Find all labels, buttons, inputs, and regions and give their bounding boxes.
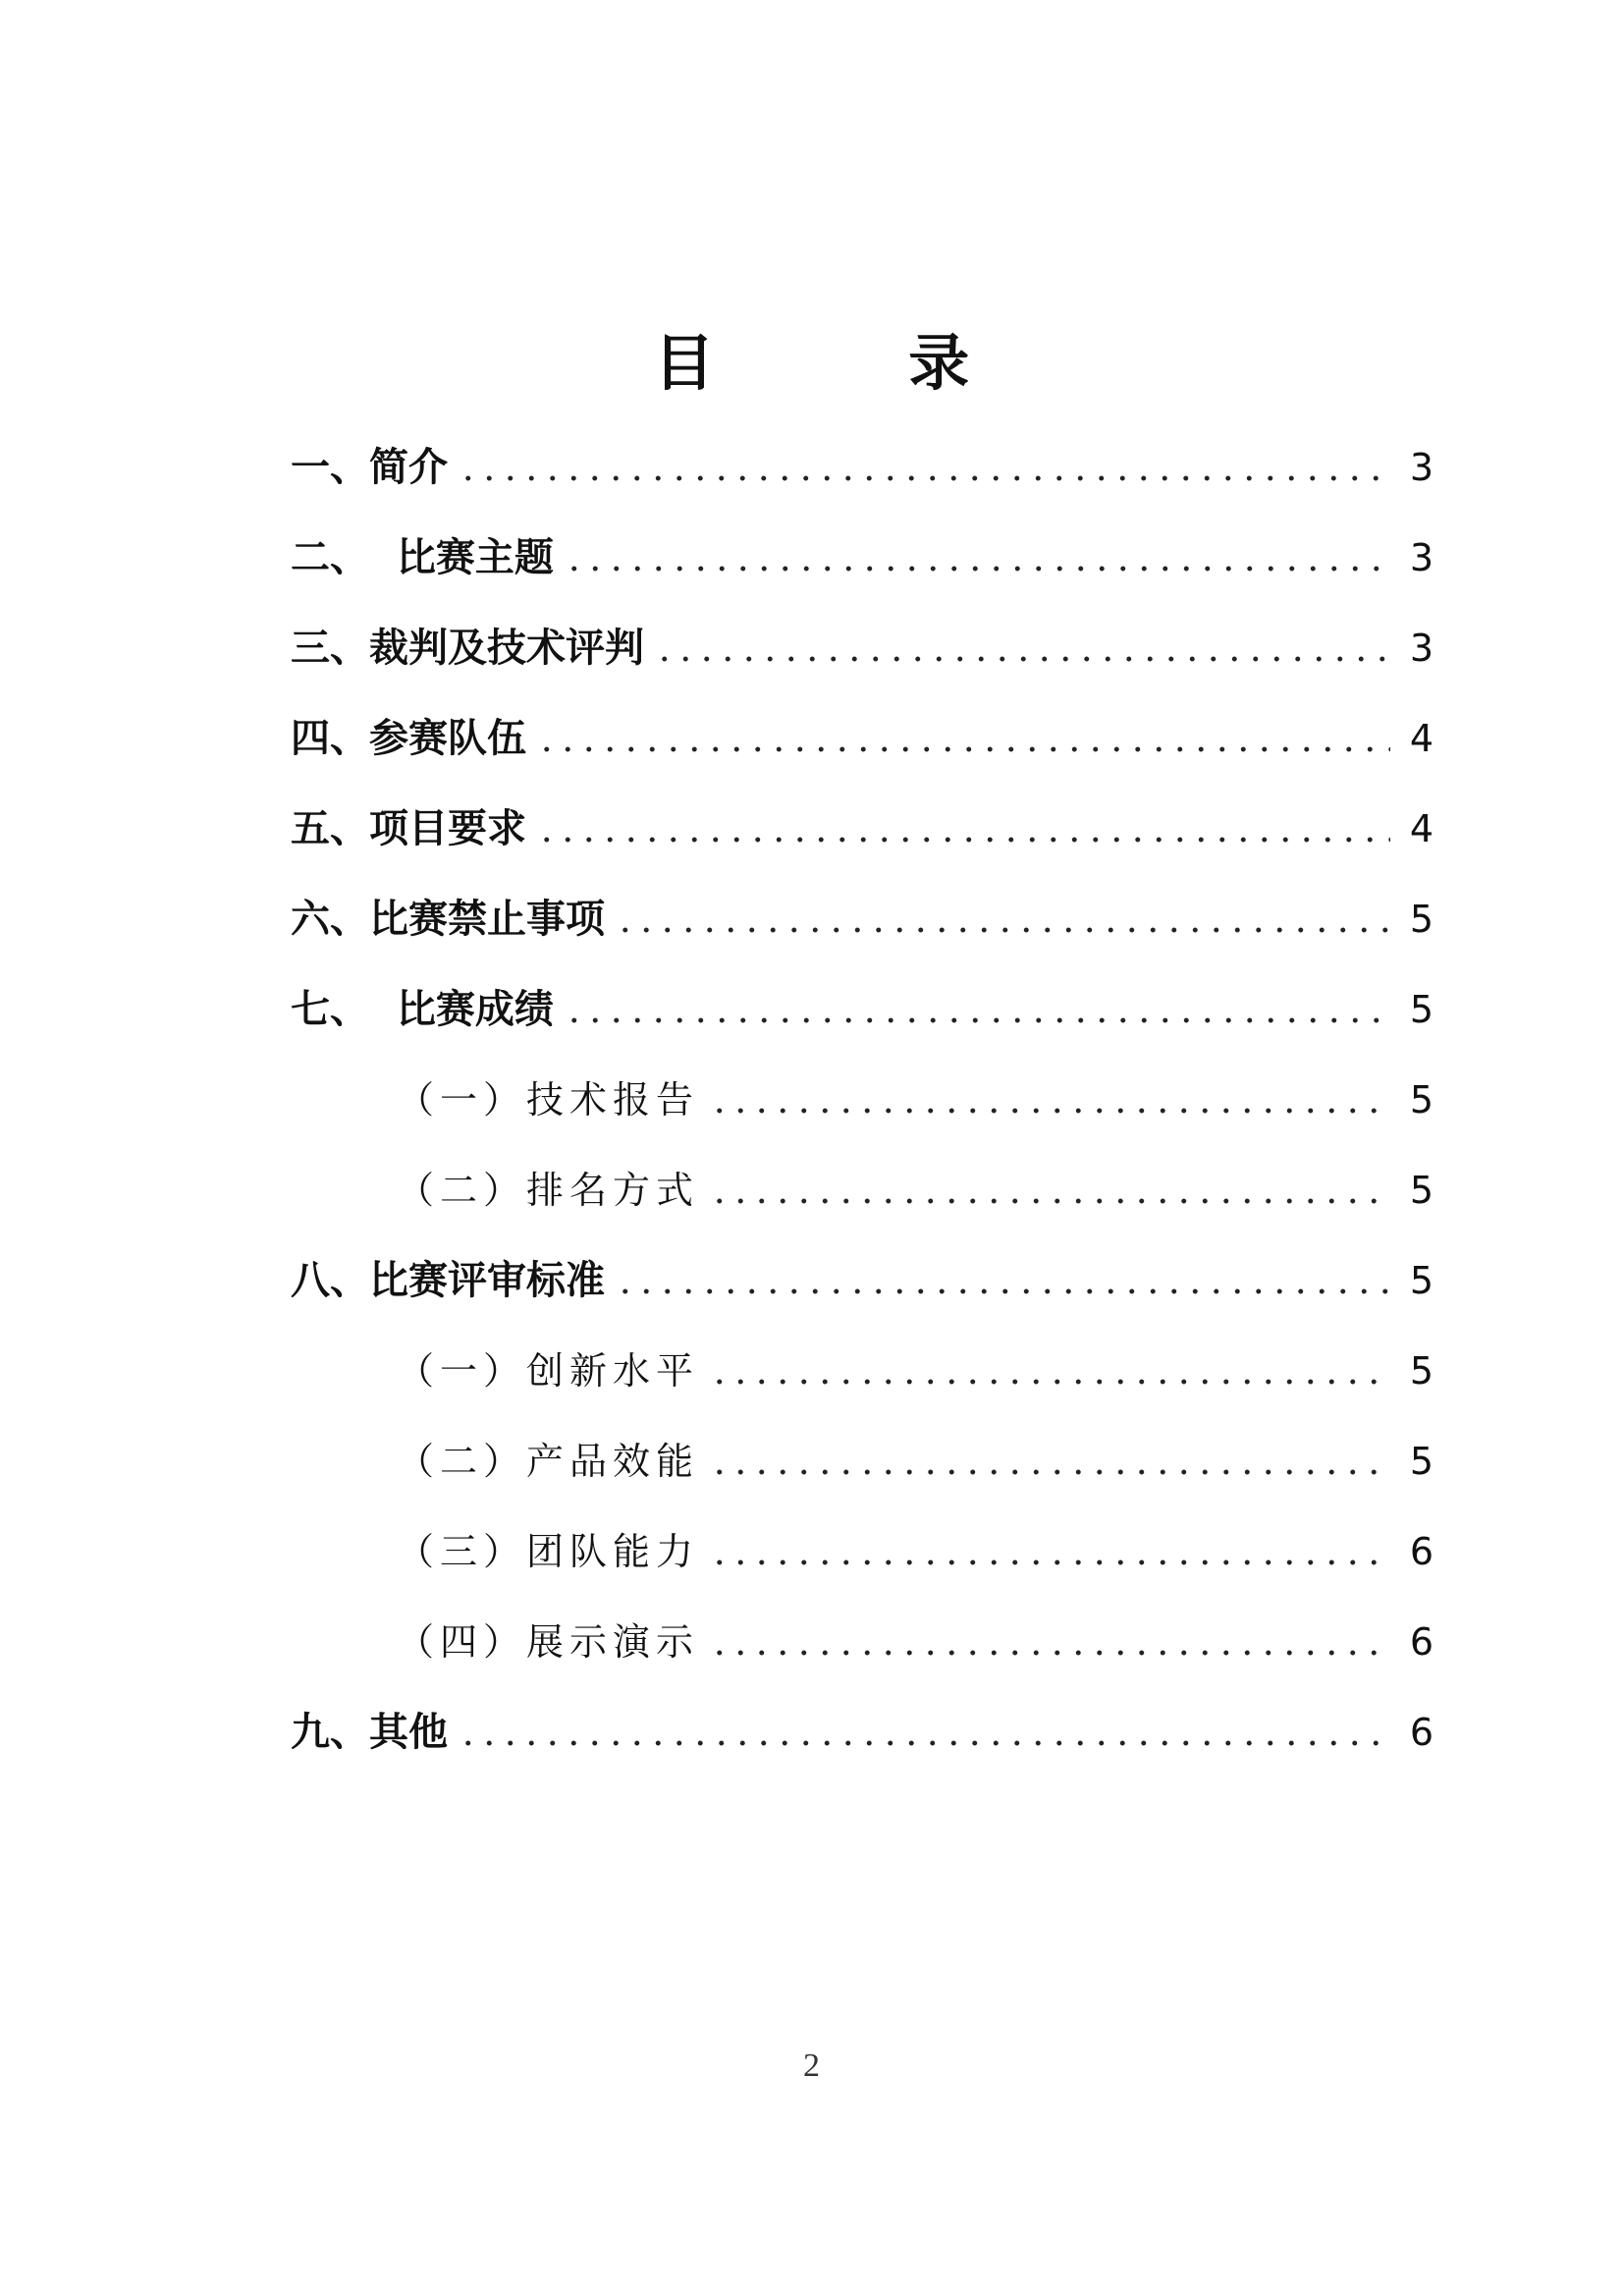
toc-entry-label: 五、项目要求 <box>291 806 526 851</box>
toc-dot-leader <box>654 655 1390 663</box>
toc-dot-leader <box>709 1197 1390 1205</box>
toc-entry-page: 5 <box>1409 1169 1434 1212</box>
toc-entry-6[interactable] <box>291 874 1434 964</box>
toc-dot-leader <box>564 565 1390 573</box>
toc-entry-page: 6 <box>1409 1530 1434 1573</box>
toc-subentry-8-3[interactable] <box>291 1506 1434 1597</box>
toc-entry-1[interactable] <box>291 422 1434 513</box>
toc-subentry-7-2[interactable] <box>291 1145 1434 1235</box>
toc-dot-leader <box>709 1558 1390 1566</box>
toc-dot-leader <box>458 474 1390 482</box>
toc-subentry-7-1[interactable] <box>291 1055 1434 1145</box>
toc-entry-7[interactable] <box>291 964 1434 1055</box>
toc-entry-label: （二）产品效能 <box>397 1440 700 1483</box>
toc-dot-leader <box>458 1739 1390 1747</box>
toc-entry-label: （三）团队能力 <box>397 1530 700 1573</box>
toc-dot-leader <box>536 745 1390 753</box>
toc-subentry-8-1[interactable] <box>291 1326 1434 1416</box>
toc-entry-8[interactable] <box>291 1235 1434 1326</box>
toc-entry-label: 二、 比赛主题 <box>291 535 554 580</box>
toc-dot-leader <box>615 1287 1390 1295</box>
toc-entry-page: 5 <box>1409 988 1434 1031</box>
toc-entry-page: 5 <box>1409 898 1434 941</box>
toc-entry-2[interactable] <box>291 513 1434 603</box>
toc-entry-label: （四）展示演示 <box>397 1620 700 1664</box>
toc-entry-page: 5 <box>1409 1259 1434 1302</box>
toc-entry-label: 九、其他 <box>291 1710 448 1755</box>
toc-entry-page: 5 <box>1409 1349 1434 1393</box>
toc-entry-page: 6 <box>1409 1620 1434 1664</box>
toc-entry-label: 四、参赛队伍 <box>291 716 526 761</box>
toc-subentry-8-2[interactable] <box>291 1416 1434 1506</box>
toc-entry-label: 八、比赛评审标准 <box>291 1258 605 1303</box>
toc-entry-page: 4 <box>1409 807 1434 850</box>
toc-dot-leader <box>709 1468 1390 1476</box>
toc-entry-3[interactable] <box>291 603 1434 693</box>
toc-entry-page: 4 <box>1409 717 1434 760</box>
table-of-contents <box>291 422 1434 1777</box>
toc-entry-4[interactable] <box>291 693 1434 784</box>
toc-subentry-8-4[interactable] <box>291 1597 1434 1687</box>
toc-dot-leader <box>709 1107 1390 1115</box>
toc-entry-page: 6 <box>1409 1711 1434 1754</box>
toc-entry-page: 5 <box>1409 1440 1434 1483</box>
toc-title: 目 录 <box>653 327 1056 399</box>
toc-dot-leader <box>564 1016 1390 1024</box>
toc-entry-label: 七、 比赛成绩 <box>291 987 554 1032</box>
toc-entry-label: （一）创新水平 <box>397 1349 700 1393</box>
page-number: 2 <box>803 2048 820 2084</box>
toc-dot-leader <box>536 836 1390 844</box>
toc-entry-label: （一）技术报告 <box>397 1078 700 1121</box>
toc-entry-label: 三、裁判及技术评判 <box>291 626 644 671</box>
toc-dot-leader <box>709 1378 1390 1386</box>
toc-entry-page: 3 <box>1409 446 1434 489</box>
toc-entry-label: 一、简介 <box>291 445 448 490</box>
toc-entry-label: 六、比赛禁止事项 <box>291 897 605 942</box>
toc-entry-page: 3 <box>1409 627 1434 670</box>
toc-entry-label: （二）排名方式 <box>397 1169 700 1212</box>
toc-entry-9[interactable] <box>291 1687 1434 1777</box>
toc-dot-leader <box>709 1649 1390 1657</box>
toc-entry-5[interactable] <box>291 784 1434 874</box>
toc-entry-page: 5 <box>1409 1078 1434 1121</box>
toc-dot-leader <box>615 926 1390 934</box>
toc-entry-page: 3 <box>1409 536 1434 579</box>
